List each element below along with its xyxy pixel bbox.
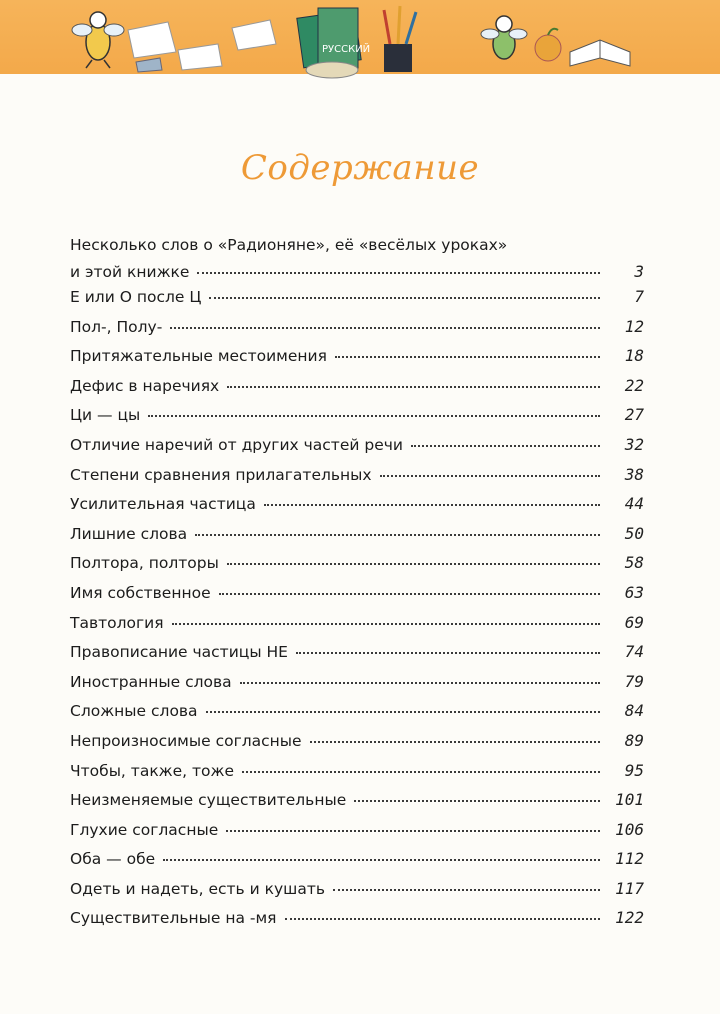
toc-page-number: 63 [624, 582, 644, 602]
book-label: РУССКИЙ [322, 44, 371, 55]
toc-page-number: 84 [624, 701, 644, 721]
dot-leader [242, 771, 600, 773]
toc-page-number: 101 [615, 790, 644, 810]
toc-entry-label: Иностранные слова [70, 672, 232, 691]
dot-leader [226, 830, 600, 832]
toc-entry[interactable] [70, 908, 644, 938]
dot-leader [354, 800, 600, 802]
toc-entry-label: Усилительная частица [70, 495, 256, 514]
dot-leader [310, 741, 600, 743]
toc-entry[interactable] [70, 879, 644, 909]
toc-entry-label: Чтобы, также, тоже [70, 761, 235, 780]
header-banner [0, 0, 720, 74]
toc-entry[interactable] [70, 731, 644, 761]
dot-leader [411, 445, 600, 447]
toc-entry-label: Одеть и надеть, есть и кушать [70, 879, 325, 898]
open-book-icon [570, 40, 630, 66]
toc-entry-label: Существительные на -мя [70, 909, 277, 928]
toc-entry-label: Оба — обе [70, 850, 156, 869]
toc-entry-label: Отличие наречий от других частей речи [70, 435, 403, 454]
dot-leader [195, 534, 600, 536]
dot-leader [227, 386, 600, 388]
toc-page-number: 38 [624, 464, 644, 484]
toc-entry[interactable] [70, 236, 644, 281]
dot-leader [227, 563, 600, 565]
toc-entry-label: и этой книжке [70, 263, 190, 281]
toc-entry-label: Е или О после Ц [70, 288, 202, 306]
toc-page-number: 22 [624, 375, 644, 395]
toc-entry[interactable] [70, 613, 644, 643]
toc-entry[interactable] [70, 583, 644, 613]
toc-page-number: 27 [624, 405, 644, 425]
toc-entry-label: Пол-, Полу- [70, 317, 163, 336]
toc-page-number: 44 [624, 494, 644, 514]
toc-entry-label: Степени сравнения прилагательных [70, 465, 372, 484]
toc-entry-label: Неизменяемые существительные [70, 791, 347, 810]
toc-entry-label: Сложные слова [70, 702, 198, 721]
toc-page-number: 18 [624, 346, 644, 366]
dot-leader [197, 272, 600, 274]
toc-entry[interactable] [70, 405, 644, 435]
toc-page-number: 117 [615, 878, 644, 898]
toc-entry-label: Полтора, полторы [70, 554, 219, 573]
toc-page-number: 112 [615, 849, 644, 869]
toc-page-number: 79 [624, 671, 644, 691]
toc-entry[interactable] [70, 465, 644, 495]
toc-entry-label: Глухие согласные [70, 820, 219, 839]
dot-leader [240, 682, 600, 684]
toc-page-number: 106 [615, 819, 644, 839]
toc-entry[interactable] [70, 346, 644, 376]
bee-icon [72, 12, 124, 68]
toc-entry[interactable] [70, 790, 644, 820]
toc-entry-label: Тавтология [70, 613, 164, 632]
dot-leader [148, 415, 600, 417]
page-title: Содержание [240, 148, 480, 188]
toc-entry-label: Притяжательные местоимения [70, 347, 327, 366]
toc-entry[interactable] [70, 642, 644, 672]
apple-icon [535, 29, 561, 61]
toc-entry-label: Правописание частицы НЕ [70, 643, 288, 662]
toc-entry[interactable] [70, 524, 644, 554]
dot-leader [172, 623, 600, 625]
banner-illustration [0, 0, 720, 80]
dot-leader [285, 918, 600, 920]
toc-page-number: 3 [634, 262, 644, 281]
toc-page-number: 95 [624, 760, 644, 780]
toc-page-number: 69 [624, 612, 644, 632]
toc-entry-label: Дефис в наречиях [70, 376, 220, 395]
dot-leader [209, 297, 600, 299]
toc-page-number: 32 [624, 434, 644, 454]
toc-page-number: 89 [624, 730, 644, 750]
toc-page-number: 122 [615, 908, 644, 928]
toc-entry[interactable] [70, 376, 644, 406]
dot-leader [170, 327, 600, 329]
paper-sheets-icon [128, 20, 276, 72]
books-icon [297, 8, 370, 78]
dot-leader [296, 652, 600, 654]
toc-entry-label: Лишние слова [70, 524, 188, 543]
pencil-cup-icon [384, 6, 416, 72]
bee-icon [481, 16, 527, 59]
toc-entry[interactable] [70, 761, 644, 791]
toc-entry[interactable] [70, 672, 644, 702]
toc-entry[interactable] [70, 820, 644, 850]
toc-entry[interactable] [70, 435, 644, 465]
dot-leader [264, 504, 600, 506]
toc-entry-label: Ци — цы [70, 406, 141, 425]
toc-entry-label: Несколько слов о «Радионяне», её «весёлых уроках» [70, 236, 508, 254]
dot-leader [335, 356, 600, 358]
toc-page-number: 74 [624, 642, 644, 662]
toc-entry[interactable] [70, 317, 644, 347]
toc-entry-label: Имя собственное [70, 583, 211, 602]
toc-page-number: 50 [624, 523, 644, 543]
toc-entry[interactable] [70, 494, 644, 524]
toc-page-number: 58 [624, 553, 644, 573]
toc-entry[interactable] [70, 849, 644, 879]
toc-entry[interactable] [70, 287, 644, 317]
dot-leader [163, 859, 600, 861]
table-of-contents [70, 236, 644, 938]
dot-leader [380, 475, 600, 477]
toc-entry-label: Непроизносимые согласные [70, 731, 302, 750]
toc-page-number: 12 [624, 316, 644, 336]
toc-entry[interactable] [70, 701, 644, 731]
dot-leader [219, 593, 600, 595]
dot-leader [206, 711, 600, 713]
toc-entry[interactable] [70, 553, 644, 583]
dot-leader [333, 889, 600, 891]
toc-page-number: 7 [634, 287, 644, 306]
